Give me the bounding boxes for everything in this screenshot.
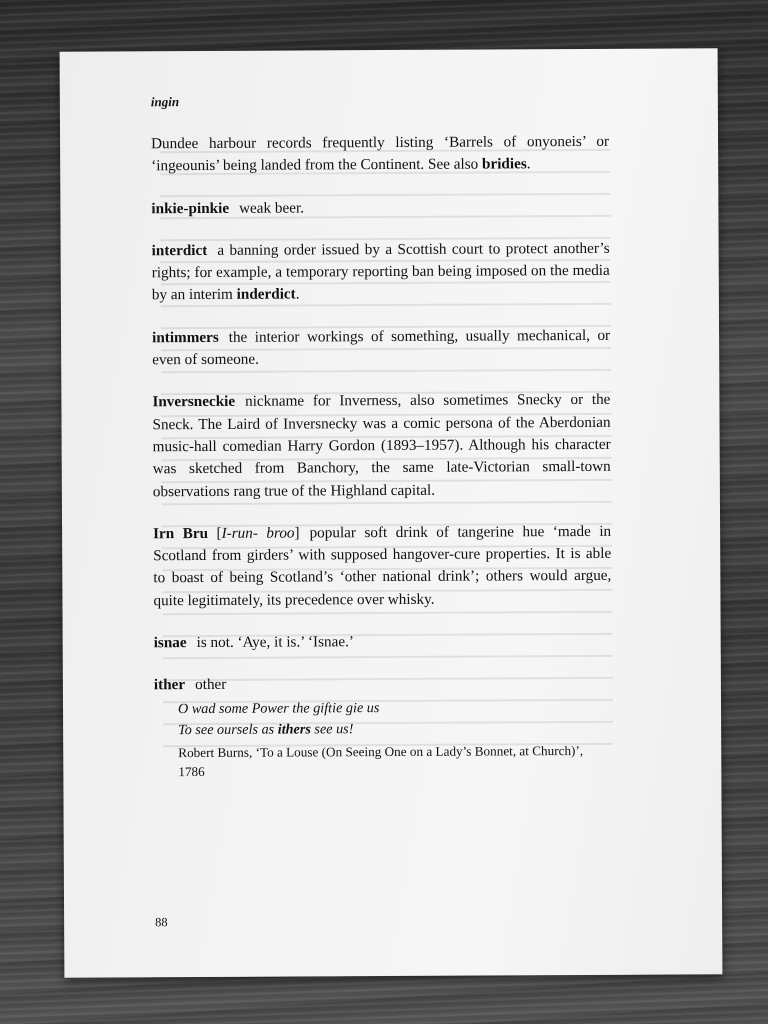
- entry-ither: [154, 672, 613, 781]
- quotation: [178, 696, 612, 740]
- definition: weak beer.: [239, 199, 305, 217]
- quote-line-2: [178, 717, 612, 740]
- definition: other: [195, 676, 227, 694]
- quote-part: see us!: [314, 720, 354, 738]
- quote-line-1: O wad some Power the giftie gie us: [177, 699, 380, 717]
- headword: Irn Bru: [153, 524, 209, 543]
- definition-end: .: [295, 285, 300, 303]
- pronunciation: I-run- broo: [221, 524, 295, 542]
- quote-attribution: Robert Burns, ‘To a Louse (On Seeing One on a Lady’s Bonnet, at Church)’, 1786: [178, 742, 584, 779]
- entry-inversneckie: [152, 389, 611, 503]
- intro-xref: bridies: [481, 155, 527, 173]
- entry-isnae: [154, 630, 612, 655]
- quote-part: To see oursels as: [178, 721, 275, 738]
- book-page: [60, 48, 723, 977]
- intro-end: .: [526, 155, 531, 173]
- definition: is not. ‘Aye, it is.’ ‘Isnae.’: [196, 633, 354, 652]
- ither-line: [154, 672, 612, 697]
- entry-irn-bru: [153, 521, 611, 613]
- headword: Inversneckie: [152, 393, 236, 411]
- entry-interdict: [152, 238, 610, 307]
- pron-close: ]: [294, 524, 300, 542]
- xref: inderdict: [236, 285, 296, 304]
- definition: popular soft drink of tangerine hue ‘made in Scotland from girders’ with supposed hangover-cure properties. It is able to boast of being Scotland’s ‘other national drink’; others would argue, quite legitimately, its precedence over whisky.: [153, 522, 612, 609]
- definition: the interior workings of something, usually mechanical, or even of someone.: [152, 326, 611, 369]
- headword: ither: [153, 676, 186, 694]
- pron-open: [: [216, 524, 222, 542]
- headword: interdict: [151, 241, 208, 260]
- headword: inkie-pinkie: [151, 199, 230, 217]
- page-number: 88: [155, 915, 168, 930]
- running-head: ingin: [150, 94, 180, 110]
- headword: intimmers: [152, 328, 219, 347]
- intro-text: Dundee harbour records frequently listing ‘Barrels of onyoneis’ or ‘ingeounis’ being landed from the Continent. See also: [151, 132, 610, 175]
- intro-paragraph: [151, 131, 609, 178]
- entry-intimmers: [152, 325, 610, 372]
- entry-inkie-pinkie: [151, 195, 609, 220]
- page-content: [151, 131, 612, 801]
- quote-emphasis: ithers: [277, 721, 311, 738]
- headword: isnae: [153, 634, 187, 652]
- definition: a banning order issued by a Scottish court to protect another’s rights; for example, a temporary reporting ban being imposed on the media by an interim: [151, 239, 610, 304]
- definition: nickname for Inverness, also sometimes Snecky or the Sneck. The Laird of Inversnecky was a comic persona of the Aberdonian music-hall comedian Harry Gordon (1893–1957). Although his character was sketched from Banchory, the same late-Victorian small-town observations rang true of the Highland capital.: [152, 391, 611, 500]
